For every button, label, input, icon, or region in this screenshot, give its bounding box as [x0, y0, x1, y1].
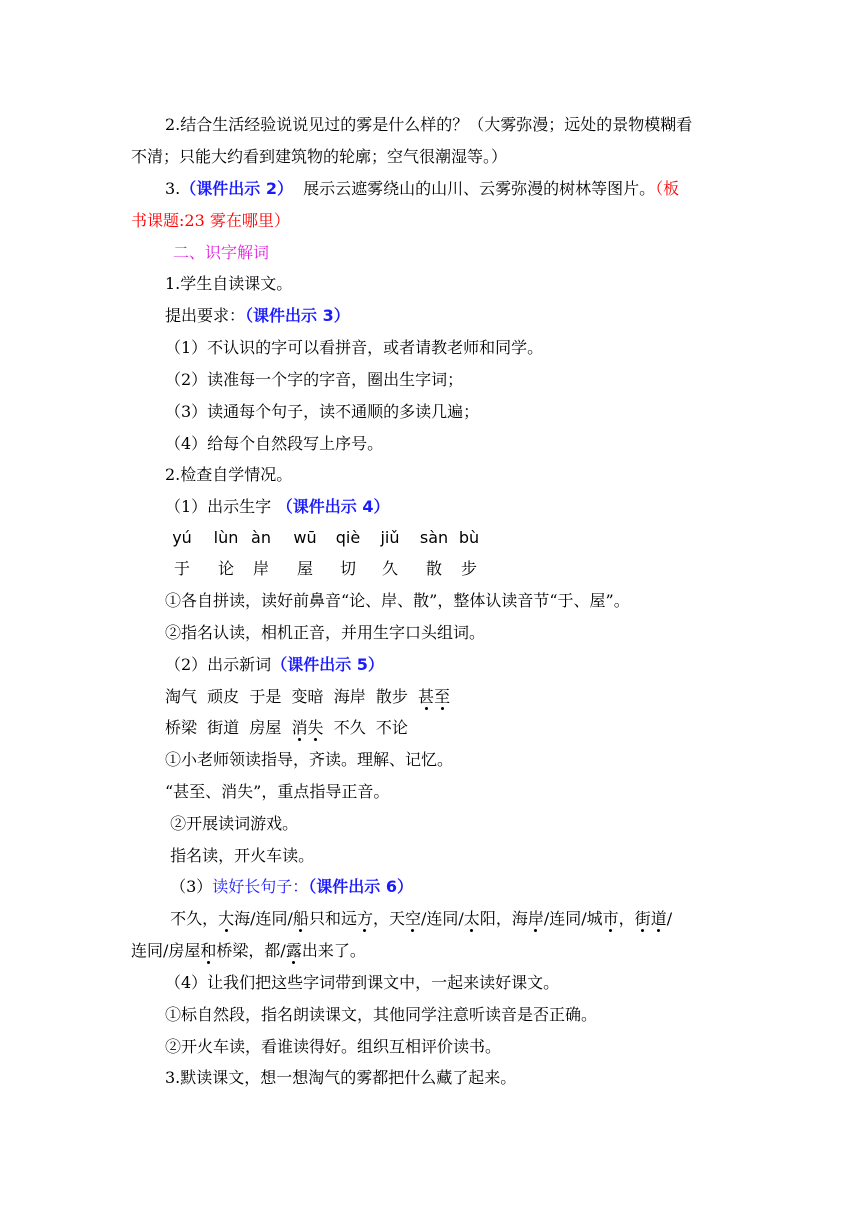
new-character: 步 — [460, 559, 477, 578]
sentence-text: 只和远 — [308, 909, 357, 928]
emphasis-char: 和 — [200, 941, 217, 960]
long-sentence-line — [131, 940, 366, 962]
sentence-text: /连同/ — [421, 909, 464, 928]
new-character: 于 — [173, 559, 190, 578]
pinyin-row — [0, 527, 860, 549]
pinyin: yú — [172, 528, 192, 547]
emphasis-char: 失 — [307, 718, 324, 737]
paragraph-line: ②指名认读，相机正音，并用生字口头组词。 — [165, 623, 486, 642]
pinyin: qiè — [335, 528, 361, 547]
board-note: 书课题:23 雾在哪里） — [131, 211, 290, 230]
paragraph-line: 1.学生自读课文。 — [165, 274, 293, 293]
sentence-text: 阳 — [479, 909, 496, 928]
emphasis-char: 大 — [218, 909, 235, 928]
paragraph-line — [165, 654, 384, 676]
sentence-text: /连同/ — [250, 909, 293, 928]
item-number: 3. — [165, 179, 181, 198]
courseware-ref: （课件出示 2） — [180, 179, 293, 198]
paragraph-line — [165, 496, 389, 518]
paragraph-line: 指名读，开火车读。 — [165, 846, 315, 865]
paragraph-line — [165, 876, 413, 898]
emphasis-char: 空 — [404, 909, 421, 928]
emphasis-char: 岸 — [527, 909, 544, 928]
pinyin: àn — [251, 528, 271, 547]
sentence-text: / — [666, 909, 673, 928]
paragraph-line: ②开展读词游戏。 — [165, 814, 299, 833]
emphasis-char: 至 — [434, 687, 451, 706]
sentence-text: 连同/房屋 — [131, 941, 201, 960]
board-note: （板 — [655, 179, 680, 198]
sentence-text: ， — [618, 909, 635, 928]
paragraph-line: ①小老师领读指导，齐读。理解、记忆。 — [165, 750, 454, 769]
paragraph-line: （1）不认识的字可以看拼音，或者请教老师和同学。 — [165, 338, 544, 357]
paragraph-text: 提出要求： — [165, 306, 246, 325]
sentence-text: ，天 — [372, 909, 405, 928]
sentence-text: 桥梁，都/ — [216, 941, 286, 960]
new-character: 久 — [381, 559, 398, 578]
emphasis-char: 方 — [356, 909, 373, 928]
paragraph-line: （2）读准每一个字的字音，圈出生字词； — [165, 370, 464, 389]
courseware-ref: （课件出示 6） — [308, 877, 414, 896]
courseware-ref: （课件出示 5） — [271, 655, 384, 674]
courseware-ref: （课件出示 4） — [271, 497, 390, 516]
emphasis-char: 市 — [602, 909, 619, 928]
new-character: 论 — [217, 559, 234, 578]
paragraph-line: 2.结合生活经验说说见过的雾是什么样的？（大雾弥漫；远处的景物模糊看 — [165, 115, 693, 134]
paragraph-line — [165, 178, 679, 200]
sentence-text: 不久， — [165, 909, 219, 928]
paragraph-line: 3.默读课文，想一想淘气的雾都把什么藏了起来。 — [165, 1068, 517, 1087]
pinyin: wū — [293, 528, 317, 547]
emphasis-char: 露 — [285, 941, 302, 960]
word-text: 桥梁 街道 房屋 — [165, 718, 292, 737]
emphasis-char: 街 — [634, 909, 651, 928]
new-character: 屋 — [296, 559, 313, 578]
pinyin: lùn — [213, 528, 239, 547]
paragraph-line: ①标自然段，指名朗读课文，其他同学注意听读音是否正确。 — [165, 1005, 598, 1024]
pinyin: sàn — [419, 528, 449, 547]
paragraph-text: 展示云遮雾绕山的山川、云雾弥漫的树林等图片。 — [292, 179, 656, 198]
paragraph-line: ①各自拼读，读好前鼻音“论、岸、散”，整体认读音节“于、屋”。 — [165, 591, 630, 610]
sentence-text: ，海 — [495, 909, 528, 928]
courseware-ref: （课件出示 3） — [245, 306, 350, 325]
paragraph-line: 不清；只能大约看到建筑物的轮廓；空气很潮湿等。） — [131, 147, 508, 166]
paragraph-text: （3） — [165, 877, 213, 896]
paragraph-line: （4）给每个自然段写上序号。 — [165, 434, 384, 453]
paragraph-line — [165, 305, 350, 327]
long-sentence-line — [165, 908, 672, 930]
paragraph-line: （3）读通每个句子，读不通顺的多读几遍； — [165, 402, 480, 421]
paragraph-line: “甚至、消失”，重点指导正音。 — [165, 782, 390, 801]
new-character: 岸 — [252, 559, 269, 578]
emphasis-char: 甚 — [418, 687, 435, 706]
emphasis-char: 道 — [650, 909, 667, 928]
pinyin: bù — [458, 528, 480, 547]
word-list — [165, 717, 408, 739]
paragraph-text: （1）出示生字 — [165, 497, 272, 516]
pinyin: jiǔ — [380, 528, 400, 547]
new-character: 散 — [425, 559, 442, 578]
emphasis-char: 消 — [291, 718, 308, 737]
word-text: 不久 不论 — [323, 718, 408, 737]
sentence-text: 海 — [234, 909, 251, 928]
sentence-text: 出来了。 — [301, 941, 366, 960]
section-heading: 二、识字解词 — [173, 243, 270, 262]
emphasis-char: 船 — [292, 909, 309, 928]
paragraph-text: （2）出示新词 — [165, 655, 272, 674]
paragraph-line: ②开火车读，看谁读得好。组织互相评价读书。 — [165, 1037, 502, 1056]
emphasis-char: 太 — [463, 909, 480, 928]
sub-heading: 读好长句子： — [212, 877, 309, 896]
word-text: 淘气 顽皮 于是 变暗 海岸 散步 — [165, 687, 419, 706]
sentence-text: /连同/城 — [543, 909, 603, 928]
character-row — [0, 558, 860, 580]
paragraph-line: 2.检查自学情况。 — [165, 465, 293, 484]
word-list — [165, 686, 450, 708]
paragraph-line: （4）让我们把这些字词带到课文中，一起来读好课文。 — [165, 973, 560, 992]
new-character: 切 — [339, 559, 356, 578]
